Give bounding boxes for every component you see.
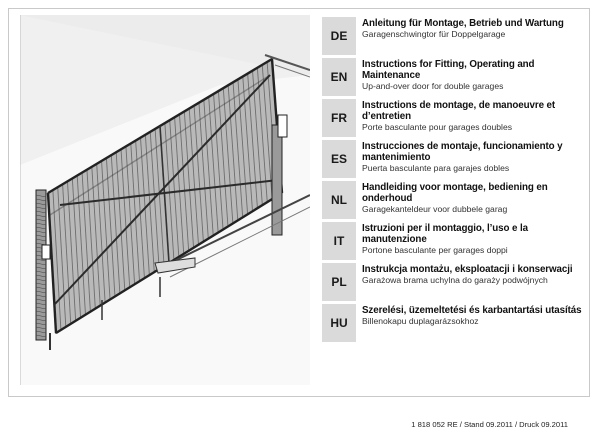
language-code-badge: DE (322, 17, 356, 55)
language-code-badge: EN (322, 58, 356, 96)
language-code-badge: FR (322, 99, 356, 137)
product-subtitle: Puerta basculante para garajes dobles (362, 163, 510, 173)
product-subtitle: Garagenschwingtor für Doppelgarage (362, 29, 506, 39)
manual-title: Anleitung für Montage, Betrieb und Wartung (362, 18, 564, 29)
manual-title: Handleiding voor montage, bediening en onderhoud (362, 182, 548, 204)
language-entry-hu (322, 304, 584, 342)
language-code-badge: IT (322, 222, 356, 260)
language-entry-en (322, 58, 584, 96)
product-subtitle: Up-and-over door for double garages (362, 81, 504, 91)
language-texts (362, 17, 584, 39)
language-entry-de (322, 17, 584, 55)
manual-title: Instructions for Fitting, Operating and Maintenance (362, 59, 535, 81)
language-code-badge: ES (322, 140, 356, 178)
language-list (322, 17, 584, 345)
language-texts (362, 181, 584, 214)
manual-title: Instrucciones de montaje, funcionamiento y mantenimiento (362, 141, 563, 163)
garage-door-illustration (20, 15, 310, 385)
language-entry-pl (322, 263, 584, 301)
manual-title: Instrukcja montażu, eksploatacji i konserwacji (362, 264, 573, 275)
language-entry-it (322, 222, 584, 260)
language-code-badge: PL (322, 263, 356, 301)
language-texts (362, 140, 584, 173)
language-texts (362, 58, 584, 91)
product-subtitle: Garażowa brama uchylna do garaży podwójnych (362, 275, 548, 285)
language-entry-nl (322, 181, 584, 219)
language-texts (362, 263, 584, 285)
manual-title: Instructions de montage, de manoeuvre et d’entretien (362, 100, 556, 122)
language-texts (362, 222, 584, 255)
language-texts (362, 99, 584, 132)
manual-title: Istruzioni per il montaggio, l’uso e la manutenzione (362, 223, 528, 245)
product-subtitle: Portone basculante per garages doppi (362, 245, 508, 255)
language-texts (362, 304, 584, 326)
product-subtitle: Garagekanteldeur voor dubbele garag (362, 204, 508, 214)
language-code-badge: HU (322, 304, 356, 342)
product-subtitle: Porte basculante pour garages doubles (362, 122, 513, 132)
language-entry-es (322, 140, 584, 178)
product-subtitle: Billenokapu duplagarázsokhoz (362, 316, 479, 326)
manual-title: Szerelési, üzemeltetési és karbantartási utasítás (362, 305, 582, 316)
document-info: 1 818 052 RE / Stand 09.2011 / Druck 09.2011 (411, 420, 568, 429)
language-code-badge: NL (322, 181, 356, 219)
language-entry-fr (322, 99, 584, 137)
